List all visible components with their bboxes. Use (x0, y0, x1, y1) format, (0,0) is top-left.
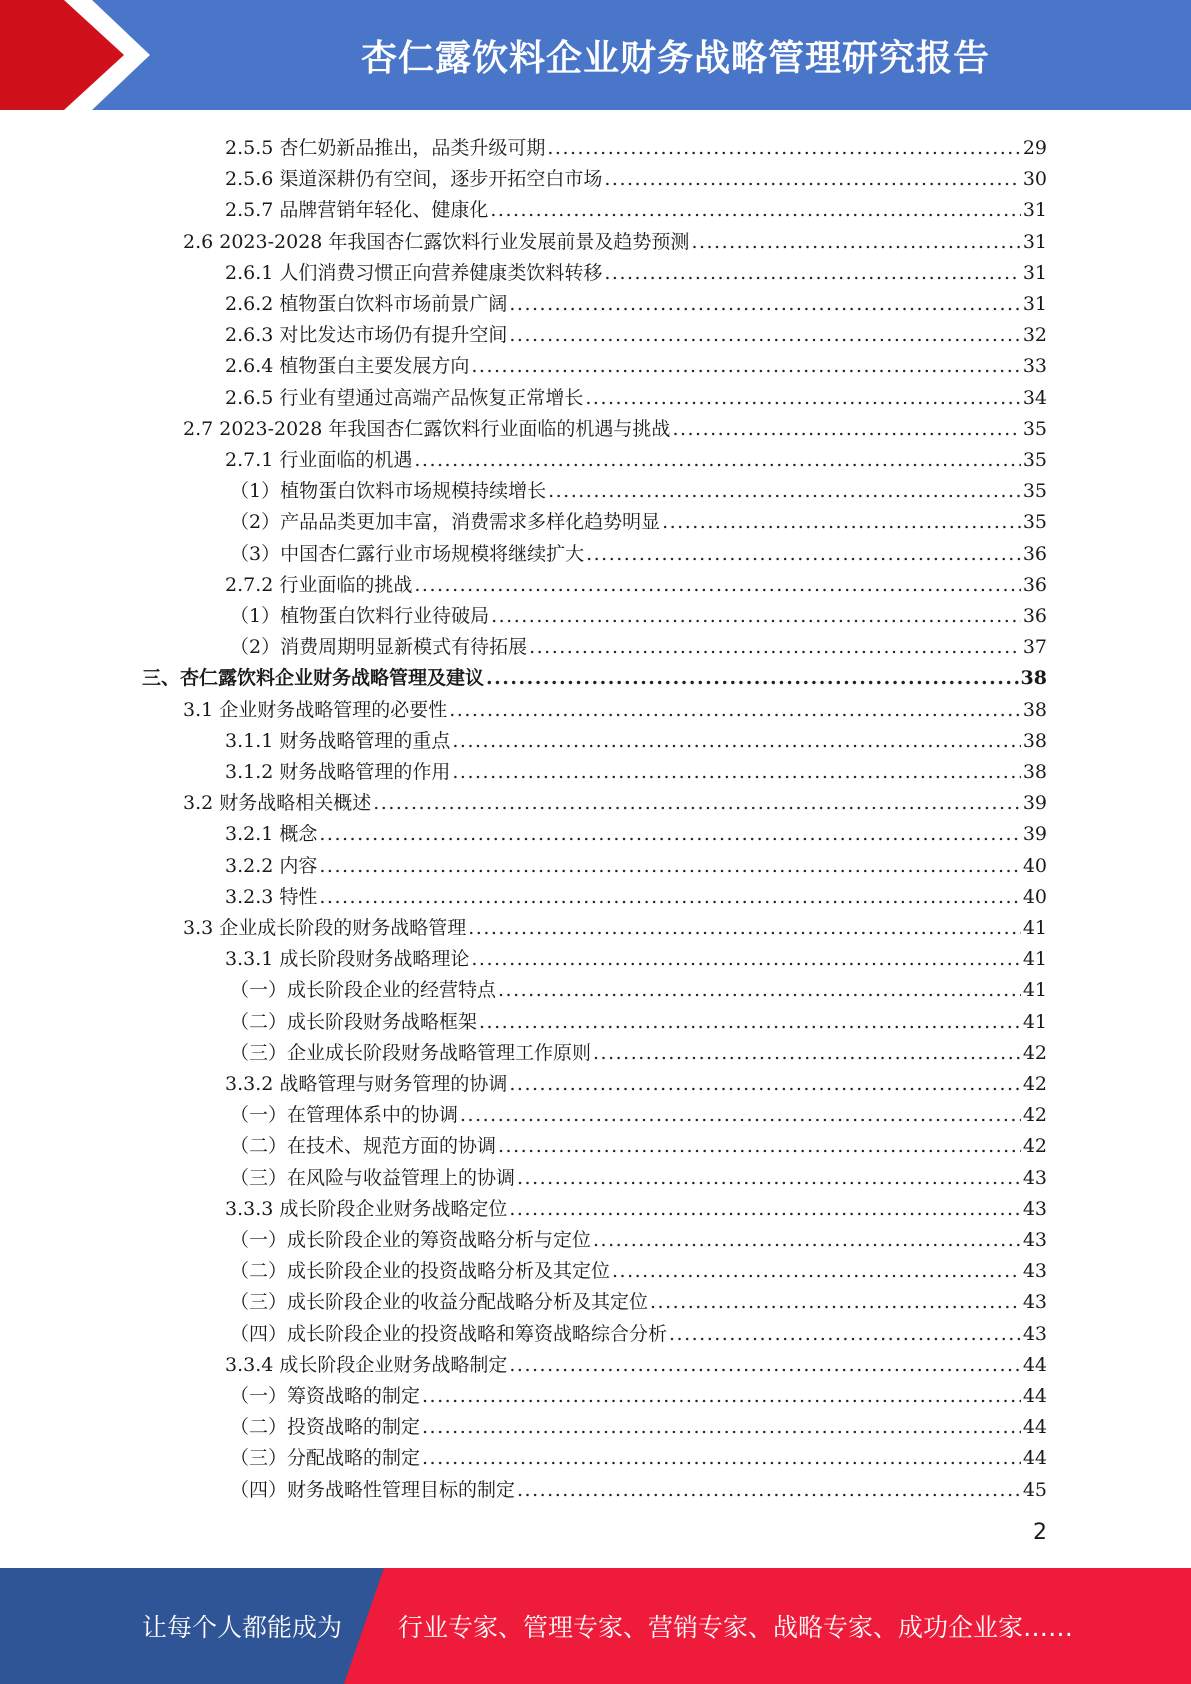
toc-entry-page: 35 (1022, 511, 1047, 534)
toc-dot-leader (471, 948, 1020, 970)
toc-entry-page: 35 (1022, 449, 1047, 471)
toc-dot-leader (691, 231, 1020, 253)
toc-entry-page: 37 (1022, 636, 1047, 659)
toc-dot-leader (422, 1447, 1021, 1469)
toc-entry[interactable] (183, 409, 1047, 440)
toc-entry-title: 3.2.2 内容 (225, 854, 318, 877)
footer-slogan-right: 行业专家、管理专家、营销专家、战略专家、成功企业家…… (398, 1613, 1074, 1642)
toc-entry-title: （四）成长阶段企业的投资战略和筹资战略综合分析 (230, 1322, 668, 1345)
toc-entry-page: 43 (1022, 1197, 1047, 1220)
toc-entry-page: 35 (1022, 417, 1047, 440)
toc-entry[interactable] (225, 939, 1047, 970)
toc-entry-title: （一）筹资战略的制定 (230, 1385, 421, 1407)
toc-dot-leader (486, 667, 1019, 689)
toc-entry-title: 2.6.3 对比发达市场仍有提升空间 (225, 324, 508, 347)
toc-dot-leader (547, 137, 1020, 159)
toc-entry[interactable] (225, 190, 1047, 221)
toc-dot-leader (662, 511, 1021, 533)
toc-entry-title: （2）消费周期明显新模式有待拓展 (230, 636, 528, 659)
toc-entry-title: （三）分配战略的制定 (230, 1447, 421, 1470)
toc-entry-page: 41 (1022, 917, 1047, 939)
toc-entry-page: 43 (1022, 1229, 1047, 1251)
toc-entry[interactable] (230, 627, 1047, 658)
toc-entry-title: （二）投资战略的制定 (230, 1416, 421, 1439)
toc-dot-leader (517, 1479, 1021, 1501)
toc-dot-leader (319, 886, 1020, 908)
toc-entry-page: 33 (1022, 355, 1047, 378)
toc-entry-title: 3.3 企业成长阶段的财务战略管理 (183, 917, 467, 939)
toc-dot-leader (586, 543, 1021, 565)
toc-entry[interactable] (230, 1470, 1047, 1501)
toc-entry[interactable] (230, 1438, 1047, 1469)
toc-dot-leader (471, 355, 1020, 377)
page-header (0, 0, 1191, 110)
toc-dot-leader (672, 418, 1020, 440)
toc-dot-leader (491, 605, 1021, 627)
toc-entry-page: 38 (1022, 761, 1047, 783)
toc-entry[interactable] (230, 471, 1047, 502)
toc-entry[interactable] (225, 752, 1047, 783)
toc-entry[interactable] (225, 159, 1047, 190)
toc-entry-title: 3.3.3 成长阶段企业财务战略定位 (225, 1197, 508, 1220)
toc-entry-title: （二）成长阶段财务战略框架 (230, 1010, 478, 1033)
toc-dot-leader (414, 574, 1020, 596)
toc-entry-page: 36 (1022, 542, 1047, 565)
toc-entry[interactable] (230, 1220, 1047, 1251)
toc-entry-title: 2.6.2 植物蛋白饮料市场前景广阔 (225, 293, 508, 315)
toc-entry-page: 44 (1022, 1385, 1047, 1407)
toc-entry[interactable] (230, 534, 1047, 565)
toc-entry-page: 39 (1022, 823, 1047, 846)
toc-dot-leader (468, 917, 1021, 939)
toc-entry[interactable] (225, 814, 1047, 845)
toc-dot-leader (509, 324, 1020, 346)
toc-entry[interactable] (230, 1002, 1047, 1033)
toc-entry[interactable] (230, 1158, 1047, 1189)
footer-slogan-left: 让每个人都能成为 (142, 1613, 343, 1642)
toc-entry-page: 40 (1022, 854, 1047, 877)
toc-dot-leader (593, 1229, 1021, 1251)
toc-entry-page: 43 (1022, 1166, 1047, 1189)
toc-entry-title: （一）成长阶段企业的经营特点 (230, 979, 497, 1002)
toc-entry-page: 32 (1022, 324, 1047, 347)
toc-entry[interactable] (225, 846, 1047, 877)
toc-entry-title: （3）中国杏仁露行业市场规模将继续扩大 (230, 542, 585, 565)
toc-entry-page: 42 (1022, 1104, 1047, 1127)
toc-entry-page: 36 (1022, 605, 1047, 627)
toc-entry-title: （1）植物蛋白饮料行业待破局 (230, 605, 490, 627)
toc-dot-leader (449, 699, 1021, 721)
toc-entry-title: 3.2.1 概念 (225, 823, 318, 846)
toc-entry-page: 42 (1022, 1073, 1047, 1095)
toc-entry[interactable] (225, 253, 1047, 284)
toc-entry[interactable] (230, 1095, 1047, 1126)
toc-entry[interactable] (230, 1251, 1047, 1282)
toc-entry-title: 3.1.2 财务战略管理的作用 (225, 761, 451, 783)
toc-entry[interactable] (225, 1189, 1047, 1220)
toc-dot-leader (498, 979, 1021, 1001)
toc-entry-title: （一）成长阶段企业的筹资战略分析与定位 (230, 1229, 592, 1251)
toc-entry[interactable] (183, 783, 1047, 814)
toc-entry[interactable] (225, 128, 1047, 159)
toc-entry-title: 2.7 2023-2028 年我国杏仁露饮料行业面临的机遇与挑战 (183, 417, 671, 440)
toc-entry-title: （二）在技术、规范方面的协调 (230, 1135, 497, 1158)
toc-entry-page: 43 (1022, 1291, 1047, 1314)
toc-dot-leader (422, 1385, 1021, 1407)
toc-dot-leader (669, 1323, 1021, 1345)
toc-entry-page: 42 (1022, 1041, 1047, 1064)
toc-entry[interactable] (183, 222, 1047, 253)
toc-entry[interactable] (225, 1345, 1047, 1376)
toc-entry-page: 31 (1022, 261, 1047, 284)
toc-entry-page: 31 (1022, 293, 1047, 315)
toc-entry[interactable] (230, 1033, 1047, 1064)
toc-entry[interactable] (225, 565, 1047, 596)
toc-entry-title: （一）在管理体系中的协调 (230, 1104, 459, 1127)
toc-entry-page: 29 (1022, 137, 1047, 159)
toc-dot-leader (452, 730, 1020, 752)
toc-dot-leader (509, 1073, 1020, 1095)
toc-entry-page: 41 (1022, 1010, 1047, 1033)
document-title: 杏仁露饮料企业财务战略管理研究报告 (360, 37, 990, 79)
toc-entry[interactable] (230, 1282, 1047, 1313)
toc-entry-title: 三、杏仁露饮料企业财务战略管理及建议 (142, 667, 485, 690)
toc-entry-page: 38 (1020, 667, 1047, 690)
page-footer (0, 1568, 1191, 1684)
toc-dot-leader (452, 761, 1020, 783)
toc-entry-title: 3.3.2 战略管理与财务管理的协调 (225, 1073, 508, 1095)
toc-dot-leader (509, 293, 1020, 315)
toc-entry-title: （1）植物蛋白饮料市场规模持续增长 (230, 480, 547, 503)
toc-entry-title: 2.5.5 杏仁奶新品推出，品类升级可期 (225, 137, 546, 159)
toc-entry[interactable] (225, 346, 1047, 377)
toc-dot-leader (650, 1291, 1021, 1313)
toc-entry-page: 44 (1022, 1447, 1047, 1470)
toc-entry[interactable] (225, 877, 1047, 908)
toc-entry[interactable] (225, 284, 1047, 315)
toc-entry-title: 3.3.4 成长阶段企业财务战略制定 (225, 1353, 508, 1376)
toc-entry-title: （2）产品品类更加丰富，消费需求多样化趋势明显 (230, 511, 661, 534)
toc-entry-page: 31 (1022, 199, 1047, 222)
toc-dot-leader (509, 1354, 1020, 1376)
toc-entry[interactable] (225, 440, 1047, 471)
toc-entry[interactable] (183, 908, 1047, 939)
toc-dot-leader (373, 792, 1021, 814)
toc-entry-title: （三）企业成长阶段财务战略管理工作原则 (230, 1041, 592, 1064)
toc-entry-title: 2.6.1 人们消费习惯正向营养健康类饮料转移 (225, 261, 603, 284)
toc-dot-leader (422, 1416, 1021, 1438)
toc-entry-page: 44 (1022, 1416, 1047, 1439)
toc-entry[interactable] (230, 596, 1047, 627)
toc-entry[interactable] (225, 378, 1047, 409)
toc-entry-title: 2.5.6 渠道深耕仍有空间，逐步开拓空白市场 (225, 168, 603, 191)
toc-dot-leader (548, 480, 1021, 502)
toc-entry-title: （三）在风险与收益管理上的协调 (230, 1166, 516, 1189)
toc-entry-page: 38 (1022, 729, 1047, 752)
toc-entry-title: 3.1 企业财务战略管理的必要性 (183, 698, 448, 721)
toc-entry-page: 38 (1022, 698, 1047, 721)
toc-entry-page: 35 (1022, 480, 1047, 503)
toc-dot-leader (479, 1011, 1021, 1033)
toc-entry[interactable] (225, 721, 1047, 752)
toc-entry[interactable] (230, 1314, 1047, 1345)
toc-entry-page: 45 (1022, 1478, 1047, 1501)
toc-entry-title: 3.2 财务战略相关概述 (183, 792, 372, 815)
toc-entry-title: 2.6.4 植物蛋白主要发展方向 (225, 355, 470, 378)
toc-dot-leader (529, 636, 1021, 658)
toc-dot-leader (460, 1104, 1021, 1126)
toc-entry[interactable] (230, 970, 1047, 1001)
toc-dot-leader (517, 1167, 1021, 1189)
toc-entry-title: （三）成长阶段企业的收益分配战略分析及其定位 (230, 1291, 649, 1314)
toc-entry-page: 42 (1022, 1135, 1047, 1158)
toc-entry-page: 41 (1022, 948, 1047, 971)
toc-entry[interactable] (225, 315, 1047, 346)
toc-entry-title: 3.3.1 成长阶段财务战略理论 (225, 948, 470, 971)
toc-entry-page: 44 (1022, 1353, 1047, 1376)
toc-dot-leader (319, 823, 1020, 845)
toc-dot-leader (612, 1260, 1021, 1282)
toc-entry-title: 2.5.7 品牌营销年轻化、健康化 (225, 199, 489, 222)
toc-entry[interactable] (142, 658, 1047, 689)
toc-entry-title: 2.6.5 行业有望通过高端产品恢复正常增长 (225, 386, 584, 409)
toc-entry-title: 3.2.3 特性 (225, 885, 318, 908)
toc-entry-page: 31 (1022, 230, 1047, 253)
toc-entry-page: 30 (1022, 168, 1047, 191)
toc-entry-page: 34 (1022, 386, 1047, 409)
toc-dot-leader (585, 387, 1020, 409)
toc-entry[interactable] (230, 502, 1047, 533)
toc-entry-page: 39 (1022, 792, 1047, 815)
page-number: 2 (1033, 1520, 1047, 1545)
toc-entry[interactable] (230, 1407, 1047, 1438)
toc-dot-leader (414, 449, 1020, 471)
toc-entry-title: 2.7.1 行业面临的机遇 (225, 449, 413, 471)
toc-entry[interactable] (230, 1126, 1047, 1157)
toc-dot-leader (509, 1198, 1020, 1220)
toc-dot-leader (498, 1135, 1021, 1157)
toc-entry-page: 40 (1022, 885, 1047, 908)
toc-entry-page: 41 (1022, 979, 1047, 1002)
toc-entry-title: 3.1.1 财务战略管理的重点 (225, 729, 451, 752)
chevron-arrow-icon (0, 0, 150, 110)
toc-entry[interactable] (230, 1376, 1047, 1407)
toc-dot-leader (490, 199, 1020, 221)
toc-entry[interactable] (183, 690, 1047, 721)
toc-entry[interactable] (225, 1064, 1047, 1095)
toc-entry-page: 43 (1022, 1260, 1047, 1283)
toc-dot-leader (604, 168, 1020, 190)
toc-entry-title: 2.6 2023-2028 年我国杏仁露饮料行业发展前景及趋势预测 (183, 230, 690, 253)
toc-dot-leader (319, 855, 1020, 877)
toc-dot-leader (593, 1042, 1021, 1064)
toc-entry-page: 36 (1022, 573, 1047, 596)
toc-entry-title: （四）财务战略性管理目标的制定 (230, 1478, 516, 1501)
toc-entry-title: 2.7.2 行业面临的挑战 (225, 573, 413, 596)
toc-entry-title: （二）成长阶段企业的投资战略分析及其定位 (230, 1260, 611, 1283)
toc-dot-leader (604, 262, 1020, 284)
toc-entry-page: 43 (1022, 1322, 1047, 1345)
